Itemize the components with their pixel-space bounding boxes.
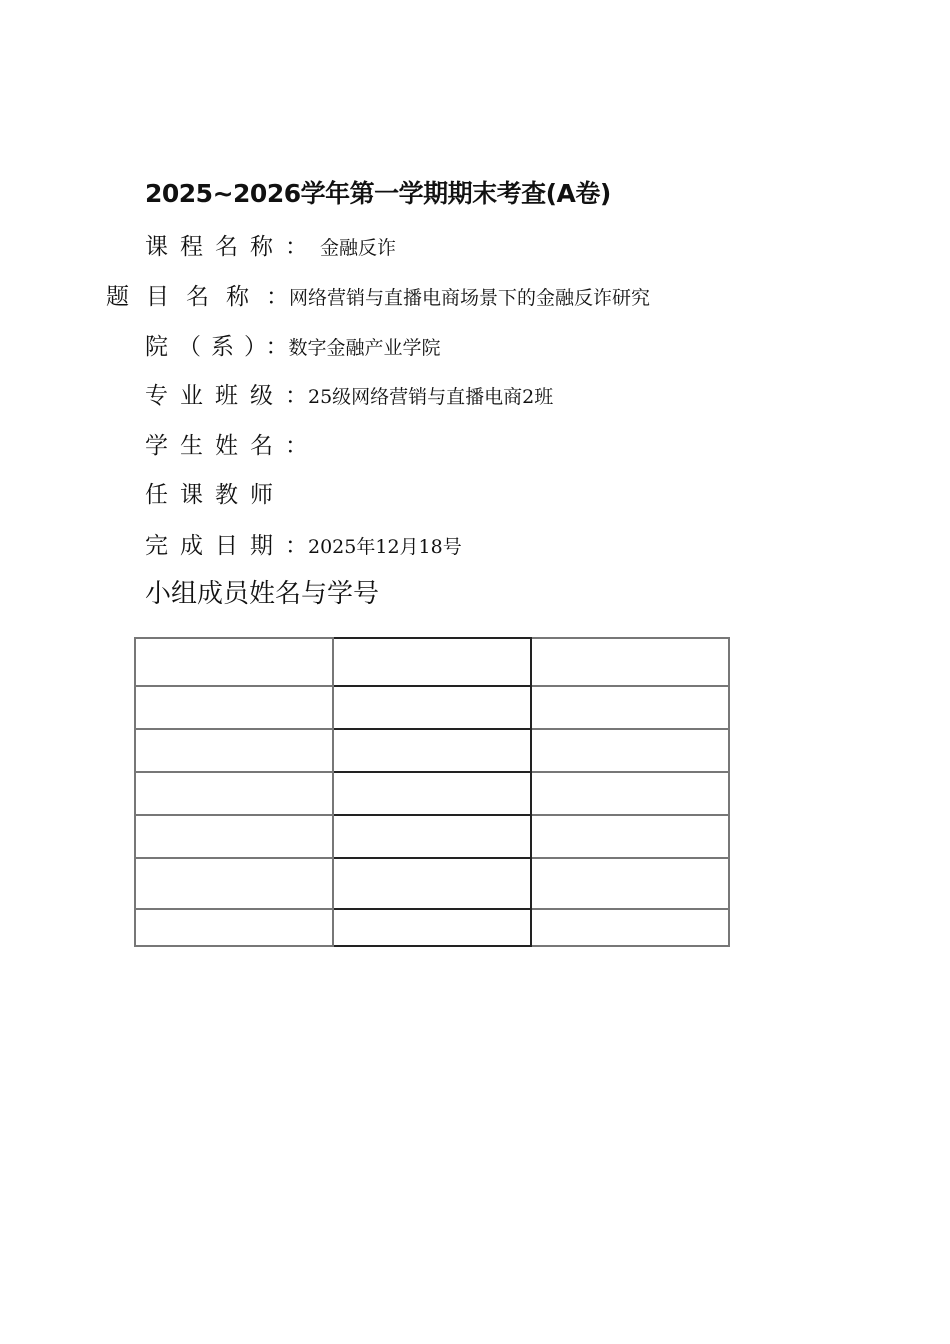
field-label: 题目名称 (106, 284, 266, 310)
field-separator: ： (285, 433, 308, 459)
field-label: 任课教师 (145, 482, 285, 508)
table-cell[interactable] (135, 729, 333, 772)
table-cell[interactable] (531, 772, 729, 815)
field-separator: ： (285, 533, 308, 559)
table-cell[interactable] (531, 729, 729, 772)
table-row (135, 858, 729, 909)
field-department (145, 328, 441, 361)
field-separator: ： (285, 234, 320, 260)
table-cell[interactable] (135, 638, 333, 686)
table-row (135, 729, 729, 772)
field-value: 2025年12月18号 (308, 536, 462, 558)
group-members-heading: 小组成员姓名与学号 (145, 579, 380, 609)
table-cell[interactable] (531, 815, 729, 858)
table-cell[interactable] (135, 815, 333, 858)
field-separator: ： (285, 383, 308, 409)
table-cell[interactable] (135, 686, 333, 729)
field-value: 25级网络营销与直播电商2班 (308, 386, 554, 408)
table-cell[interactable] (333, 858, 531, 909)
field-completion-date (145, 527, 462, 560)
field-instructor (145, 476, 285, 509)
table-cell[interactable] (333, 815, 531, 858)
table-cell[interactable] (135, 909, 333, 946)
table-cell[interactable] (333, 638, 531, 686)
field-course-name (145, 228, 396, 261)
field-major-class (145, 377, 553, 410)
field-label: 完成日期 (145, 533, 285, 559)
table-cell[interactable] (333, 686, 531, 729)
table-cell[interactable] (333, 729, 531, 772)
field-label: 院（系） (145, 334, 266, 360)
table-row (135, 686, 729, 729)
field-value: 数字金融产业学院 (288, 337, 441, 359)
field-value: 网络营销与直播电商场景下的金融反诈研究 (289, 287, 651, 309)
exam-title: 2025~2026学年第一学期期末考查(A卷) (145, 179, 611, 208)
field-label: 学生姓名 (145, 433, 285, 459)
table-row (135, 815, 729, 858)
table-cell[interactable] (531, 909, 729, 946)
table-row (135, 909, 729, 946)
field-label: 专业班级 (145, 383, 285, 409)
table-cell[interactable] (531, 858, 729, 909)
group-members-table (134, 637, 730, 947)
table-row (135, 638, 729, 686)
table-cell[interactable] (531, 638, 729, 686)
table-cell[interactable] (531, 686, 729, 729)
table-cell[interactable] (333, 909, 531, 946)
field-separator: ： (266, 284, 289, 310)
field-separator: ： (265, 334, 289, 360)
table-cell[interactable] (333, 772, 531, 815)
table-row (135, 772, 729, 815)
field-label: 课程名称 (145, 234, 285, 260)
table-cell[interactable] (135, 772, 333, 815)
field-topic-name (106, 278, 650, 311)
field-student-name (145, 427, 308, 460)
table-cell[interactable] (135, 858, 333, 909)
field-value: 金融反诈 (320, 237, 397, 259)
